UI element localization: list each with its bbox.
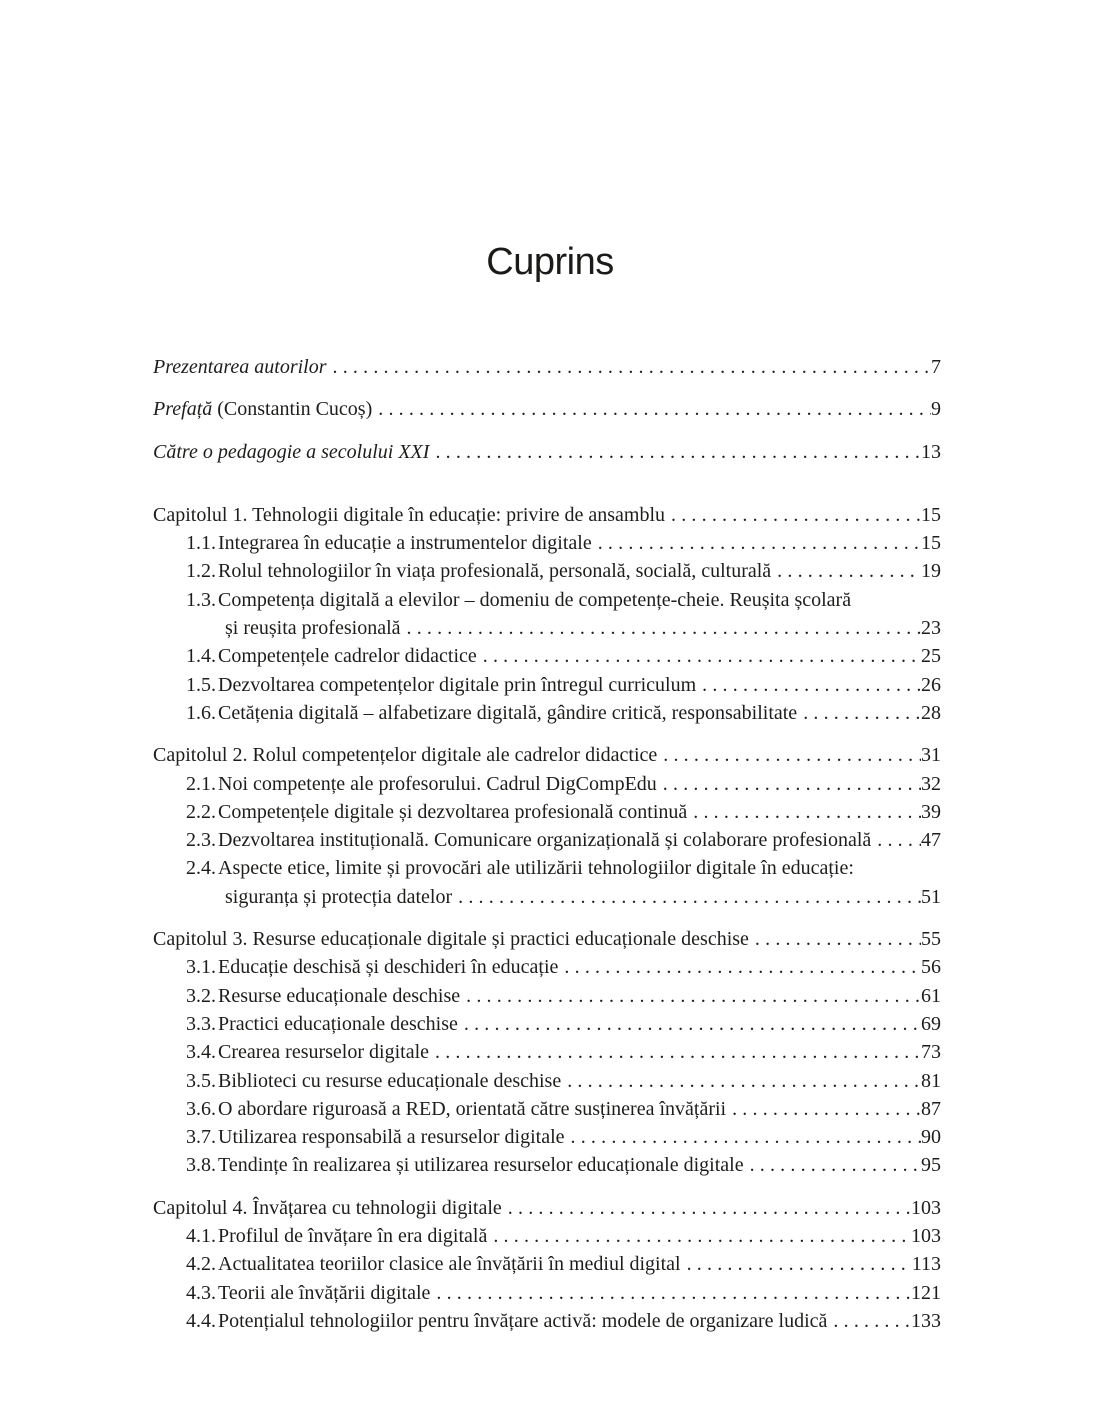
section-title: Tendințe în realizarea și utilizarea resurselor educaționale digitale	[218, 1154, 744, 1177]
toc-entry-1-3-line2	[153, 614, 941, 642]
entry-label: Prezentarea autorilor	[153, 356, 327, 378]
page-number: 7	[931, 356, 941, 378]
dot-leader	[749, 925, 921, 953]
page-number: 81	[921, 1069, 941, 1092]
section-title: Practici educaționale deschise	[218, 1012, 458, 1035]
section-title: Competențele cadrelor didactice	[218, 645, 477, 668]
toc-entry-3-2	[153, 982, 941, 1010]
section-number: 2.3.	[186, 829, 216, 852]
dot-leader	[327, 353, 931, 381]
page-number: 15	[921, 503, 941, 526]
toc-entry-prefata	[153, 395, 941, 423]
section-title: Dezvoltarea competențelor digitale prin întregul curriculum	[218, 673, 697, 696]
section-number: 1.5.	[186, 673, 216, 696]
page-number: 56	[921, 956, 941, 979]
chapter-3-block	[153, 925, 941, 1180]
chapter-title: Capitolul 4. Învățarea cu tehnologii digitale	[153, 1196, 502, 1219]
dot-leader	[460, 982, 921, 1010]
toc-entry-4-3	[153, 1279, 941, 1307]
section-title-continuation: și reușita profesională	[225, 617, 401, 640]
dot-leader	[681, 1250, 912, 1278]
toc-entry-2-4-line1	[153, 854, 941, 882]
front-matter	[153, 353, 941, 466]
toc-entry-1-1	[153, 529, 941, 557]
section-title: Aspecte etice, limite și provocări ale utilizării tehnologiilor digitale în educație:	[218, 857, 854, 880]
dot-leader	[687, 798, 921, 826]
toc-entry-4-4	[153, 1307, 941, 1335]
chapter-1-heading	[153, 501, 941, 529]
dot-leader	[797, 699, 921, 727]
section-number: 4.2.	[186, 1253, 216, 1276]
section-title: Competența digitală a elevilor – domeniu de competențe-cheie. Reușita școlară	[218, 588, 852, 611]
section-number: 3.5.	[186, 1069, 216, 1092]
dot-leader	[657, 770, 921, 798]
section-title: Noi competențe ale profesorului. Cadrul DigCompEdu	[218, 772, 657, 795]
section-number: 3.6.	[186, 1097, 216, 1120]
section-number: 1.3.	[186, 588, 216, 611]
page-number: 9	[931, 398, 941, 421]
dot-leader	[561, 1067, 921, 1095]
dot-leader	[458, 1010, 921, 1038]
section-title: Teorii ale învățării digitale	[218, 1281, 431, 1304]
section-title: Dezvoltarea instituțională. Comunicare organizațională și colaborare profesională	[218, 829, 872, 852]
page-number: 69	[921, 1012, 941, 1035]
dot-leader	[696, 671, 921, 699]
toc-entry-1-6	[153, 699, 941, 727]
page-number: 103	[911, 1225, 941, 1248]
section-number: 3.8.	[186, 1154, 216, 1177]
section-title: Competențele digitale și dezvoltarea profesională continuă	[218, 800, 688, 823]
chapter-2-block	[153, 741, 941, 911]
dot-leader	[665, 501, 921, 529]
dot-leader	[477, 642, 921, 670]
page-number: 39	[921, 800, 941, 823]
page-number: 28	[921, 701, 941, 724]
chapter-3-heading	[153, 925, 941, 953]
toc-entry-3-1	[153, 953, 941, 981]
chapter-4-block	[153, 1194, 941, 1335]
page-number: 90	[921, 1126, 941, 1149]
page-number: 15	[921, 532, 941, 555]
section-number: 1.2.	[186, 560, 216, 583]
entry-label: Către o pedagogie a secolului XXI	[153, 440, 430, 463]
toc-entry-2-2	[153, 798, 941, 826]
toc-entry-2-1	[153, 770, 941, 798]
table-of-contents	[153, 353, 941, 1335]
dot-leader	[657, 741, 921, 769]
toc-entry-3-4	[153, 1038, 941, 1066]
section-number: 3.7.	[186, 1126, 216, 1149]
section-number: 3.3.	[186, 1012, 216, 1035]
chapter-title: Capitolul 2. Rolul competențelor digitale ale cadrelor didactice	[153, 744, 658, 767]
page-number: 47	[921, 829, 941, 852]
toc-entry-1-3-line1	[153, 586, 941, 614]
page-number: 55	[921, 928, 941, 951]
toc-entry-3-8	[153, 1151, 941, 1179]
section-number: 3.2.	[186, 984, 216, 1007]
dot-leader	[592, 529, 921, 557]
page-number: 95	[921, 1154, 941, 1177]
section-title: Profilul de învățare în era digitală	[218, 1225, 488, 1248]
dot-leader	[726, 1095, 921, 1123]
page-number: 19	[921, 560, 941, 583]
page-number: 133	[911, 1309, 941, 1332]
page-number: 25	[921, 645, 941, 668]
dot-leader	[430, 1279, 911, 1307]
section-number: 4.3.	[186, 1281, 216, 1304]
toc-entry-2-4-line2	[153, 883, 941, 911]
section-title: Actualitatea teoriilor clasice ale învățării în mediul digital	[218, 1253, 681, 1276]
chapter-title: Capitolul 1. Tehnologii digitale în educație: privire de ansamblu	[153, 503, 666, 526]
section-title: Crearea resurselor digitale	[218, 1041, 430, 1064]
page-number: 26	[921, 673, 941, 696]
dot-leader	[429, 1038, 921, 1066]
page-number: 32	[921, 772, 941, 795]
page-number: 73	[921, 1041, 941, 1064]
section-title: Cetățenia digitală – alfabetizare digitală, gândire critică, responsabilitate	[218, 701, 798, 724]
dot-leader	[558, 953, 921, 981]
entry-label: Prefață (Constantin Cucoș)	[153, 398, 373, 421]
page-number: 31	[921, 744, 941, 767]
dot-leader	[502, 1194, 911, 1222]
section-title: Rolul tehnologiilor în viața profesională, personală, socială, culturală	[218, 560, 772, 583]
section-number: 3.4.	[186, 1041, 216, 1064]
section-number: 3.1.	[186, 956, 216, 979]
page-number: 113	[911, 1253, 941, 1276]
chapter-title: Capitolul 3. Resurse educaționale digitale și practici educaționale deschise	[153, 928, 749, 951]
toc-entry-2-3	[153, 826, 941, 854]
dot-leader	[487, 1222, 911, 1250]
page-title: Cuprins	[486, 241, 614, 283]
toc-entry-4-1	[153, 1222, 941, 1250]
page-number: 51	[921, 885, 941, 908]
chapter-4-heading	[153, 1194, 941, 1222]
toc-entry-4-2	[153, 1250, 941, 1278]
dot-leader	[401, 614, 922, 642]
section-number: 2.1.	[186, 772, 216, 795]
toc-entry-3-6	[153, 1095, 941, 1123]
page-number: 103	[911, 1196, 941, 1219]
section-title: Educație deschisă și deschideri în educație	[218, 956, 559, 979]
toc-entry-prezentarea	[153, 353, 941, 381]
dot-leader	[871, 826, 921, 854]
section-title: O abordare riguroasă a RED, orientată către susținerea învățării	[218, 1097, 727, 1120]
dot-leader	[771, 557, 921, 585]
section-number: 2.2.	[186, 800, 216, 823]
chapter-2-heading	[153, 741, 941, 769]
dot-leader	[372, 395, 931, 423]
toc-entry-catre-o-pedagogie	[153, 438, 941, 466]
section-title: Biblioteci cu resurse educaționale deschise	[218, 1069, 562, 1092]
toc-entry-3-3	[153, 1010, 941, 1038]
dot-leader	[429, 438, 921, 466]
toc-entry-3-5	[153, 1067, 941, 1095]
section-number: 2.4.	[186, 857, 216, 880]
dot-leader	[744, 1151, 921, 1179]
toc-entry-1-4	[153, 642, 941, 670]
section-title: Utilizarea responsabilă a resurselor digitale	[218, 1126, 565, 1149]
section-number: 1.1.	[186, 532, 216, 555]
page-number: 121	[911, 1281, 941, 1304]
section-title: Resurse educaționale deschise	[218, 984, 461, 1007]
chapter-1-block	[153, 501, 941, 727]
chapters	[153, 501, 941, 1335]
section-number: 4.1.	[186, 1225, 216, 1248]
page-number: 87	[921, 1097, 941, 1120]
page-number: 23	[921, 617, 941, 640]
section-title: Integrarea în educație a instrumentelor digitale	[218, 532, 592, 555]
toc-entry-1-2	[153, 557, 941, 585]
dot-leader	[452, 883, 921, 911]
toc-entry-3-7	[153, 1123, 941, 1151]
section-title: Potențialul tehnologiilor pentru învățare activă: modele de organizare ludică	[218, 1309, 828, 1332]
dot-leader	[565, 1123, 921, 1151]
dot-leader	[827, 1307, 911, 1335]
section-number: 4.4.	[186, 1309, 216, 1332]
page-number: 13	[921, 440, 941, 463]
section-title-continuation: siguranța și protecția datelor	[225, 885, 453, 908]
section-number: 1.6.	[186, 701, 216, 724]
page-number: 61	[921, 984, 941, 1007]
section-number: 1.4.	[186, 645, 216, 668]
toc-entry-1-5	[153, 671, 941, 699]
